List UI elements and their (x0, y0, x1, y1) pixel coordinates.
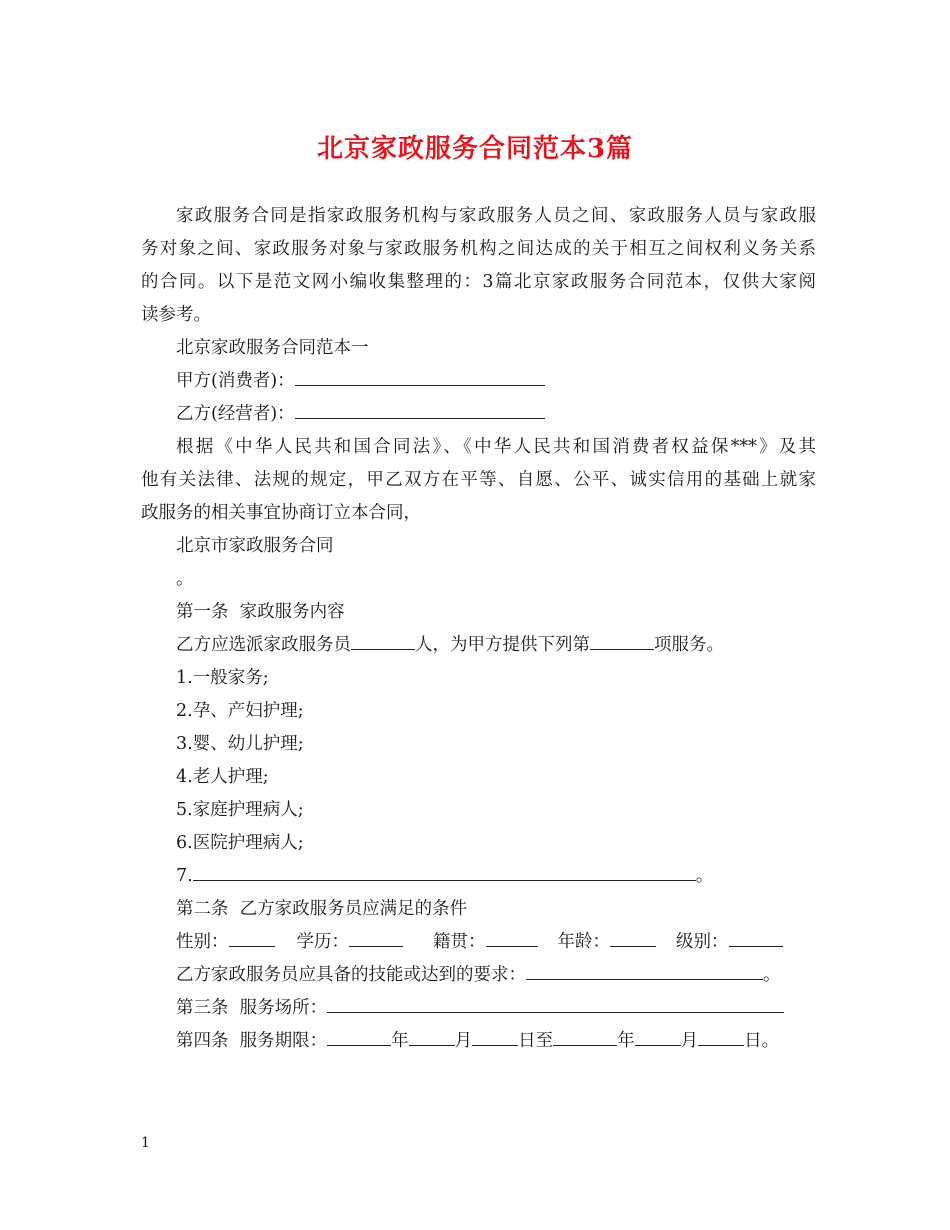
intro-line-4: 读参考。 (141, 305, 211, 325)
service-item-7-number: 7. (176, 866, 193, 886)
age-label: 年龄： (557, 932, 610, 952)
gender-blank (229, 945, 275, 947)
skills-line (141, 959, 816, 992)
article-2-heading: 第二条 乙方家政服务员应满足的条件 (176, 899, 468, 919)
party-a-label: 甲方(消费者)： (176, 371, 295, 391)
document-body (141, 200, 816, 1058)
party-b-label: 乙方(经营者)： (176, 404, 295, 424)
end-year-blank (553, 1044, 617, 1046)
service-item-4: 4.老人护理; (176, 767, 269, 787)
basis-line-3: 政服务的相关事宜协商订立本合同， (141, 503, 421, 523)
level-blank (729, 945, 783, 947)
service-item-3: 3.婴、幼儿护理; (176, 734, 304, 754)
contract-name: 北京市家政服务合同 (176, 536, 334, 556)
start-day-label: 日至 (518, 1031, 554, 1051)
intro-line-1: 家政服务合同是指家政服务机构与家政服务人员之间、家政服务人员与家政服 (176, 206, 816, 226)
end-month-label: 月 (680, 1031, 699, 1051)
dot-line: 。 (176, 569, 194, 589)
start-month-label: 月 (454, 1031, 473, 1051)
origin-blank (486, 945, 538, 947)
skills-end: 。 (763, 965, 781, 985)
start-day-blank (472, 1044, 518, 1046)
basis-line-2: 他有关法律、法规的规定，甲乙双方在平等、自愿、公平、诚实信用的基础上就家 (141, 470, 816, 490)
article-3-line (141, 992, 816, 1025)
service-location-blank (327, 1011, 784, 1013)
staff-count-blank (351, 648, 415, 650)
gender-label: 性别： (176, 932, 229, 952)
conditions-line (141, 926, 816, 959)
page-number: 1 (141, 1135, 150, 1151)
article-1-heading: 第一条 家政服务内容 (176, 602, 345, 622)
document-title: 北京家政服务合同范本3篇 (316, 134, 634, 164)
section-title: 北京家政服务合同范本一 (176, 338, 369, 358)
service-item-7-end: 。 (695, 866, 714, 886)
party-a-blank (295, 384, 545, 386)
party-b-line (141, 398, 816, 431)
service-item-7-blank (193, 879, 696, 881)
party-a-line (141, 365, 816, 398)
end-year-label: 年 (617, 1031, 635, 1051)
article-1-text-c: 项服务。 (654, 635, 724, 655)
end-month-blank (635, 1044, 681, 1046)
end-day-label: 日。 (744, 1031, 780, 1051)
end-day-blank (698, 1044, 744, 1046)
age-blank (610, 945, 656, 947)
article-4-line (141, 1025, 816, 1058)
intro-line-2: 务对象之间、家政服务对象与家政服务机构之间达成的关于相互之间权利义务关系 (141, 239, 816, 259)
article-4-label: 第四条 服务期限： (176, 1031, 328, 1051)
education-blank (349, 945, 403, 947)
skills-blank (526, 978, 763, 980)
service-item-6: 6.医院护理病人; (176, 833, 304, 853)
party-b-blank (295, 417, 545, 419)
intro-line-3: 的合同。以下是范文网小编收集整理的：3篇北京家政服务合同范本，仅供大家阅 (141, 272, 816, 292)
service-item-1: 1.一般家务; (176, 668, 269, 688)
article-1-text (141, 629, 816, 662)
service-item-7 (141, 860, 816, 893)
article-3-label: 第三条 服务场所： (176, 998, 328, 1018)
origin-label: 籍贯： (433, 932, 486, 952)
start-year-blank (327, 1044, 391, 1046)
skills-label: 乙方家政服务员应具备的技能或达到的要求： (176, 965, 526, 985)
level-label: 级别： (676, 932, 729, 952)
basis-line-1: 根据《中华人民共和国合同法》、《中华人民共和国消费者权益保***》及其 (176, 437, 816, 457)
education-label: 学历： (296, 932, 349, 952)
service-item-5: 5.家庭护理病人; (176, 800, 304, 820)
start-year-label: 年 (391, 1031, 409, 1051)
article-1-text-a: 乙方应选派家政服务员 (176, 635, 351, 655)
article-1-text-b: 人，为甲方提供下列第 (415, 635, 590, 655)
service-item-blank (590, 648, 654, 650)
start-month-blank (409, 1044, 455, 1046)
service-item-2: 2.孕、产妇护理; (176, 701, 304, 721)
